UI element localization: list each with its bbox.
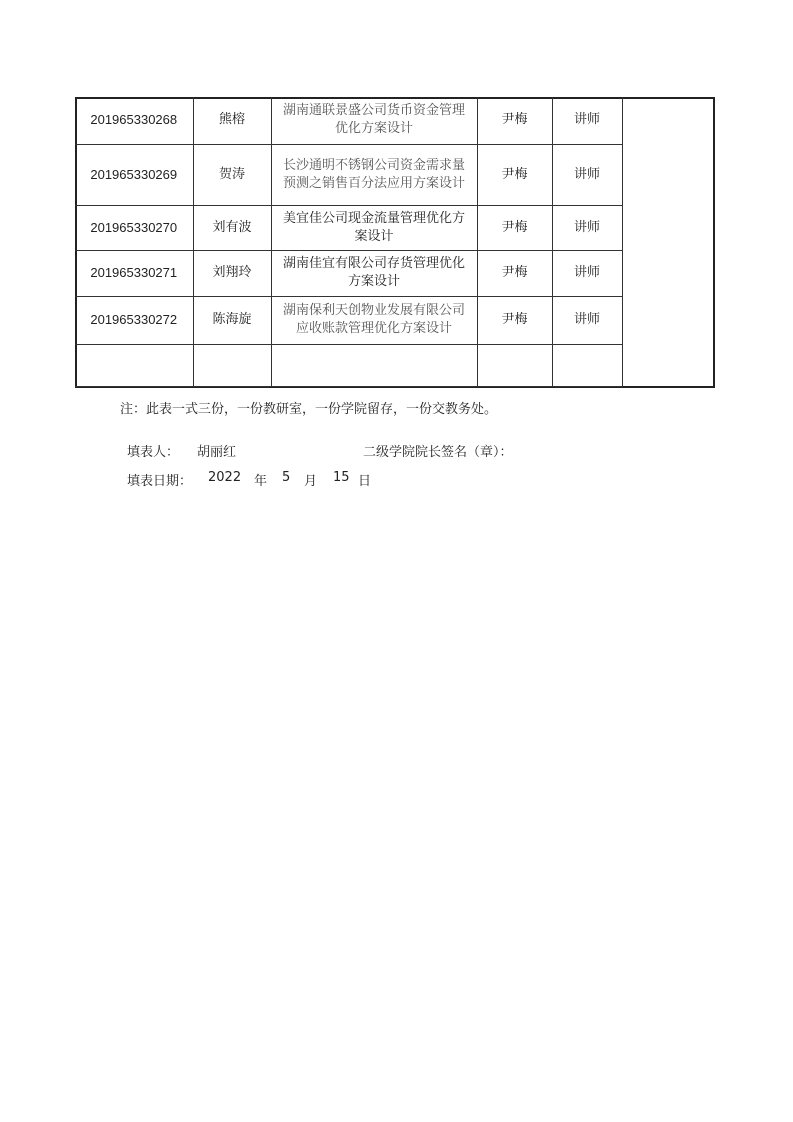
advisor-cell: 尹梅 <box>477 144 552 205</box>
advisor-cell: 尹梅 <box>477 205 552 250</box>
student-id-cell: 201965330269 <box>75 144 193 205</box>
advisor-title-cell: 讲师 <box>552 250 622 296</box>
student-id-cell: 201965330268 <box>75 97 193 144</box>
filler-name: 胡丽红 <box>197 445 237 460</box>
student-id-cell: 201965330271 <box>75 250 193 296</box>
advisor-cell: 尹梅 <box>477 97 552 144</box>
thesis-topic-cell: 长沙通明不锈钢公司资金需求量预测之销售百分法应用方案设计 <box>271 144 477 205</box>
student-name-cell: 刘有波 <box>193 205 271 250</box>
advisor-cell: 尹梅 <box>477 250 552 296</box>
student-id-cell <box>75 344 193 386</box>
student-name-cell <box>193 344 271 386</box>
fill-date-day: 15 <box>333 470 350 485</box>
table-row-empty <box>75 344 622 386</box>
month-char: 月 <box>304 474 318 489</box>
fill-date-month: 5 <box>282 470 291 485</box>
fill-date-label: 填表日期： <box>127 474 193 489</box>
table-row <box>75 250 622 296</box>
table-row <box>75 296 622 344</box>
thesis-topic-cell: 湖南佳宜有限公司存货管理优化方案设计 <box>271 250 477 296</box>
student-name-cell: 熊榕 <box>193 97 271 144</box>
distribution-note: 注：此表一式三份，一份教研室，一份学院留存，一份交教务处。 <box>120 402 498 417</box>
student-name-cell: 陈海旋 <box>193 296 271 344</box>
table-row <box>75 144 622 205</box>
fill-date-year: 2022 <box>208 470 242 485</box>
table-row <box>75 97 622 144</box>
thesis-assignment-table <box>75 97 623 387</box>
table-row <box>75 205 622 250</box>
advisor-cell: 尹梅 <box>477 296 552 344</box>
advisor-title-cell: 讲师 <box>552 205 622 250</box>
year-char: 年 <box>254 474 268 489</box>
filler-label: 填表人： <box>127 445 180 460</box>
student-name-cell: 贺涛 <box>193 144 271 205</box>
thesis-topic-cell: 湖南保利天创物业发展有限公司应收账款管理优化方案设计 <box>271 296 477 344</box>
student-id-cell: 201965330270 <box>75 205 193 250</box>
advisor-cell <box>477 344 552 386</box>
thesis-topic-cell: 湖南通联景盛公司货币资金管理优化方案设计 <box>271 97 477 144</box>
dean-signature-label: 二级学院院长签名（章）： <box>363 445 513 460</box>
day-char: 日 <box>358 474 372 489</box>
advisor-title-cell <box>552 344 622 386</box>
thesis-topic-cell <box>271 344 477 386</box>
advisor-title-cell: 讲师 <box>552 296 622 344</box>
student-name-cell: 刘翔玲 <box>193 250 271 296</box>
thesis-topic-cell: 美宜佳公司现金流量管理优化方案设计 <box>271 205 477 250</box>
advisor-title-cell: 讲师 <box>552 144 622 205</box>
advisor-title-cell: 讲师 <box>552 97 622 144</box>
student-id-cell: 201965330272 <box>75 296 193 344</box>
